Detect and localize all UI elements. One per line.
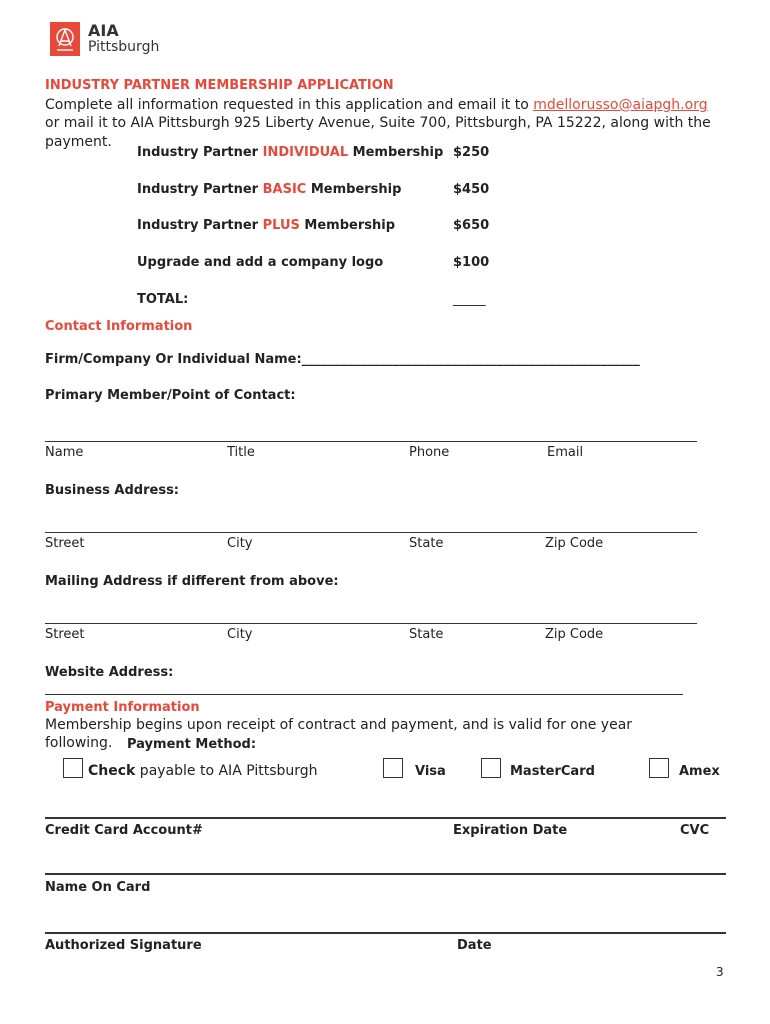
payment-heading: Payment Information	[45, 700, 200, 715]
cc-account-line[interactable]	[45, 817, 726, 819]
business-city: City	[227, 536, 253, 551]
mailing-address-line[interactable]	[45, 623, 697, 624]
page-number: 3	[716, 965, 724, 979]
signature-line[interactable]	[45, 932, 726, 934]
visa-checkbox[interactable]	[383, 758, 403, 778]
form-title: INDUSTRY PARTNER MEMBERSHIP APPLICATION	[45, 78, 394, 93]
col-name: Name	[45, 445, 84, 460]
membership-logo-upgrade: Upgrade and add a company logo	[137, 255, 384, 270]
name-on-card-label: Name On Card	[45, 880, 151, 895]
mailing-address-label: Mailing Address if different from above:	[45, 574, 339, 589]
primary-contact-label: Primary Member/Point of Contact:	[45, 388, 296, 403]
col-email: Email	[547, 445, 584, 460]
check-checkbox[interactable]	[63, 758, 83, 778]
price-plus: $650	[453, 218, 490, 233]
mailing-street: Street	[45, 627, 85, 642]
mastercard-checkbox[interactable]	[481, 758, 501, 778]
website-line[interactable]	[45, 694, 683, 695]
primary-contact-line[interactable]	[45, 441, 697, 442]
mastercard-label: MasterCard	[510, 764, 595, 779]
total-field[interactable]: _____	[453, 292, 486, 307]
amex-label: Amex	[679, 764, 720, 779]
logo-subtitle: Pittsburgh	[88, 39, 160, 55]
contact-heading: Contact Information	[45, 319, 193, 334]
cc-account-label: Credit Card Account#	[45, 823, 203, 838]
col-phone: Phone	[409, 445, 450, 460]
price-logo-upgrade: $100	[453, 255, 490, 270]
logo-name: AIA	[88, 21, 119, 40]
business-address-line[interactable]	[45, 532, 697, 533]
payment-method-label: Payment Method:	[127, 737, 257, 752]
business-address-label: Business Address:	[45, 483, 180, 498]
website-label: Website Address:	[45, 665, 174, 680]
total-label: TOTAL:	[137, 292, 189, 307]
intro-line-1	[45, 97, 708, 113]
email-link[interactable]: mdellorusso@aiapgh.org	[533, 97, 708, 113]
col-title: Title	[227, 445, 255, 460]
membership-individual: Industry Partner INDIVIDUAL Membership	[137, 145, 444, 160]
aia-logo	[50, 22, 170, 58]
intro-line-3: payment.	[45, 134, 112, 150]
expiration-label: Expiration Date	[453, 823, 568, 838]
mailing-state: State	[409, 627, 444, 642]
price-basic: $450	[453, 182, 490, 197]
price-individual: $250	[453, 145, 490, 160]
payment-text-1: Membership begins upon receipt of contract and payment, and is valid for one year	[45, 717, 633, 733]
visa-label: Visa	[415, 764, 446, 779]
mailing-zip: Zip Code	[545, 627, 604, 642]
business-zip: Zip Code	[545, 536, 604, 551]
firm-name-field[interactable]: Firm/Company Or Individual Name:____________________________________________________	[45, 352, 640, 367]
intro-text-1: Complete all information requested in this application and email it to	[45, 97, 534, 113]
membership-plus: Industry Partner PLUS Membership	[137, 218, 396, 233]
aia-logo-icon	[50, 22, 80, 56]
amex-checkbox[interactable]	[649, 758, 669, 778]
intro-line-2: or mail it to AIA Pittsburgh 925 Liberty Avenue, Suite 700, Pittsburgh, PA 15222, along with the	[45, 115, 711, 131]
signature-label: Authorized Signature	[45, 938, 202, 953]
payment-text-2: following.	[45, 735, 113, 751]
cvc-label: CVC	[680, 823, 710, 838]
check-option-label: Check payable to AIA Pittsburgh	[88, 763, 318, 779]
name-on-card-line[interactable]	[45, 873, 726, 875]
mailing-city: City	[227, 627, 253, 642]
business-street: Street	[45, 536, 85, 551]
membership-basic: Industry Partner BASIC Membership	[137, 182, 402, 197]
business-state: State	[409, 536, 444, 551]
date-label: Date	[457, 938, 492, 953]
